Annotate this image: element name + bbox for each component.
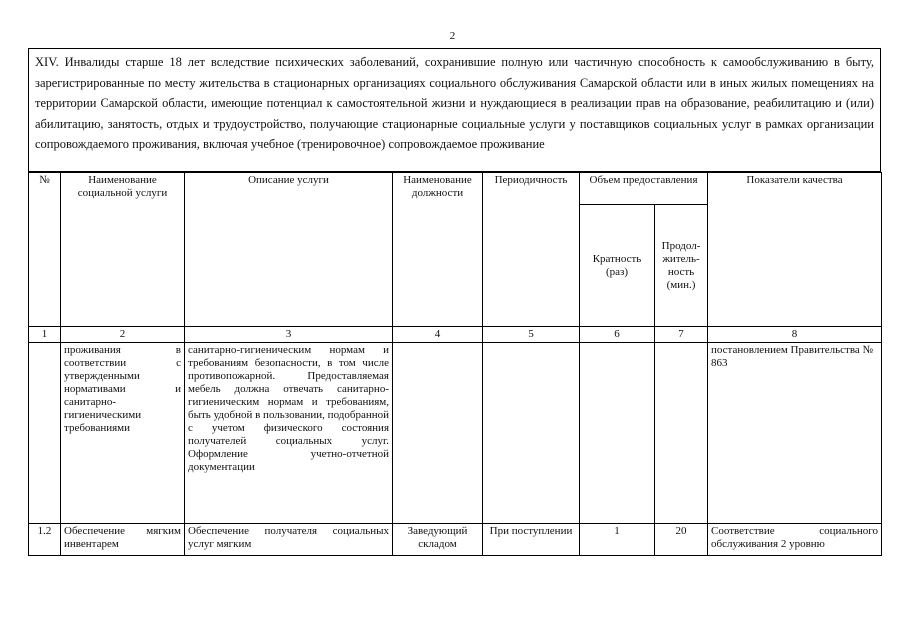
row-periodicity: При поступлении bbox=[483, 524, 580, 556]
row-multiplicity: 1 bbox=[580, 524, 655, 556]
page-number: 2 bbox=[449, 30, 456, 42]
column-number: 2 bbox=[61, 327, 185, 343]
header-multiplicity: Кратность (раз) bbox=[580, 205, 655, 327]
row-periodicity bbox=[483, 343, 580, 524]
table-row bbox=[29, 524, 882, 556]
column-number: 8 bbox=[708, 327, 882, 343]
table-row bbox=[29, 343, 882, 524]
row-quality: Соответствие социального обслуживания 2 уровню bbox=[708, 524, 882, 556]
row-position: Заведующий складом bbox=[393, 524, 483, 556]
header-position: Наименование должности bbox=[393, 173, 483, 327]
row-service-name: Обеспечение мягким инвентарем bbox=[61, 524, 185, 556]
header-quality: Показатели качества bbox=[708, 173, 882, 327]
column-number: 4 bbox=[393, 327, 483, 343]
row-duration: 20 bbox=[655, 524, 708, 556]
header-volume: Объем предоставления bbox=[580, 173, 708, 205]
column-number: 3 bbox=[185, 327, 393, 343]
row-num: 1.2 bbox=[29, 524, 61, 556]
column-number: 5 bbox=[483, 327, 580, 343]
row-num bbox=[29, 343, 61, 524]
row-position bbox=[393, 343, 483, 524]
row-quality: постановлением Правительства № 863 bbox=[708, 343, 882, 524]
row-description: Обеспечение получателя социальных услуг мягким bbox=[185, 524, 393, 556]
column-number: 6 bbox=[580, 327, 655, 343]
column-number: 1 bbox=[29, 327, 61, 343]
column-number: 7 bbox=[655, 327, 708, 343]
header-description: Описание услуги bbox=[185, 173, 393, 327]
header-service-name: Наименование социальной услуги bbox=[61, 173, 185, 327]
section-heading: XIV. Инвалиды старше 18 лет вследствие психических заболеваний, сохранившие полную или частичную способность к самообслуживанию в быту, зарегистрированные по месту жительства в стационарных организациях социального обслуживания Самарской области или в иных жилых помещениях на территории Самарской области, имеющие потенциал к самостоятельной жизни и нуждающиеся в реализации прав на образование, реабилитацию и (или) абилитацию, занятость, отдых и трудоустройство, получающие стационарные социальные услуги у поставщиков социальных услуг в рамках организации сопровождаемого проживания, включая учебное (тренировочное) сопровождаемое проживание bbox=[28, 48, 881, 172]
header-num: № bbox=[29, 173, 61, 327]
row-duration bbox=[655, 343, 708, 524]
header-duration: Продол-житель-ность (мин.) bbox=[655, 205, 708, 327]
services-table bbox=[28, 172, 882, 556]
row-service-name: проживания в соответствии с утвержденными нормативами и санитарно-гигиеническими требованиями bbox=[61, 343, 185, 524]
header-periodicity: Периодичность bbox=[483, 173, 580, 327]
row-description: санитарно-гигиеническим нормам и требованиям безопасности, в том числе противопожарной. Предоставляемая мебель должна отвечать санитарно-гигиеническим нормам и требованиям, быть удобной в пользовании, подобранной с учетом физического состояния получателей социальных услуг. Оформление учетно-отчетной документации bbox=[185, 343, 393, 524]
row-multiplicity bbox=[580, 343, 655, 524]
